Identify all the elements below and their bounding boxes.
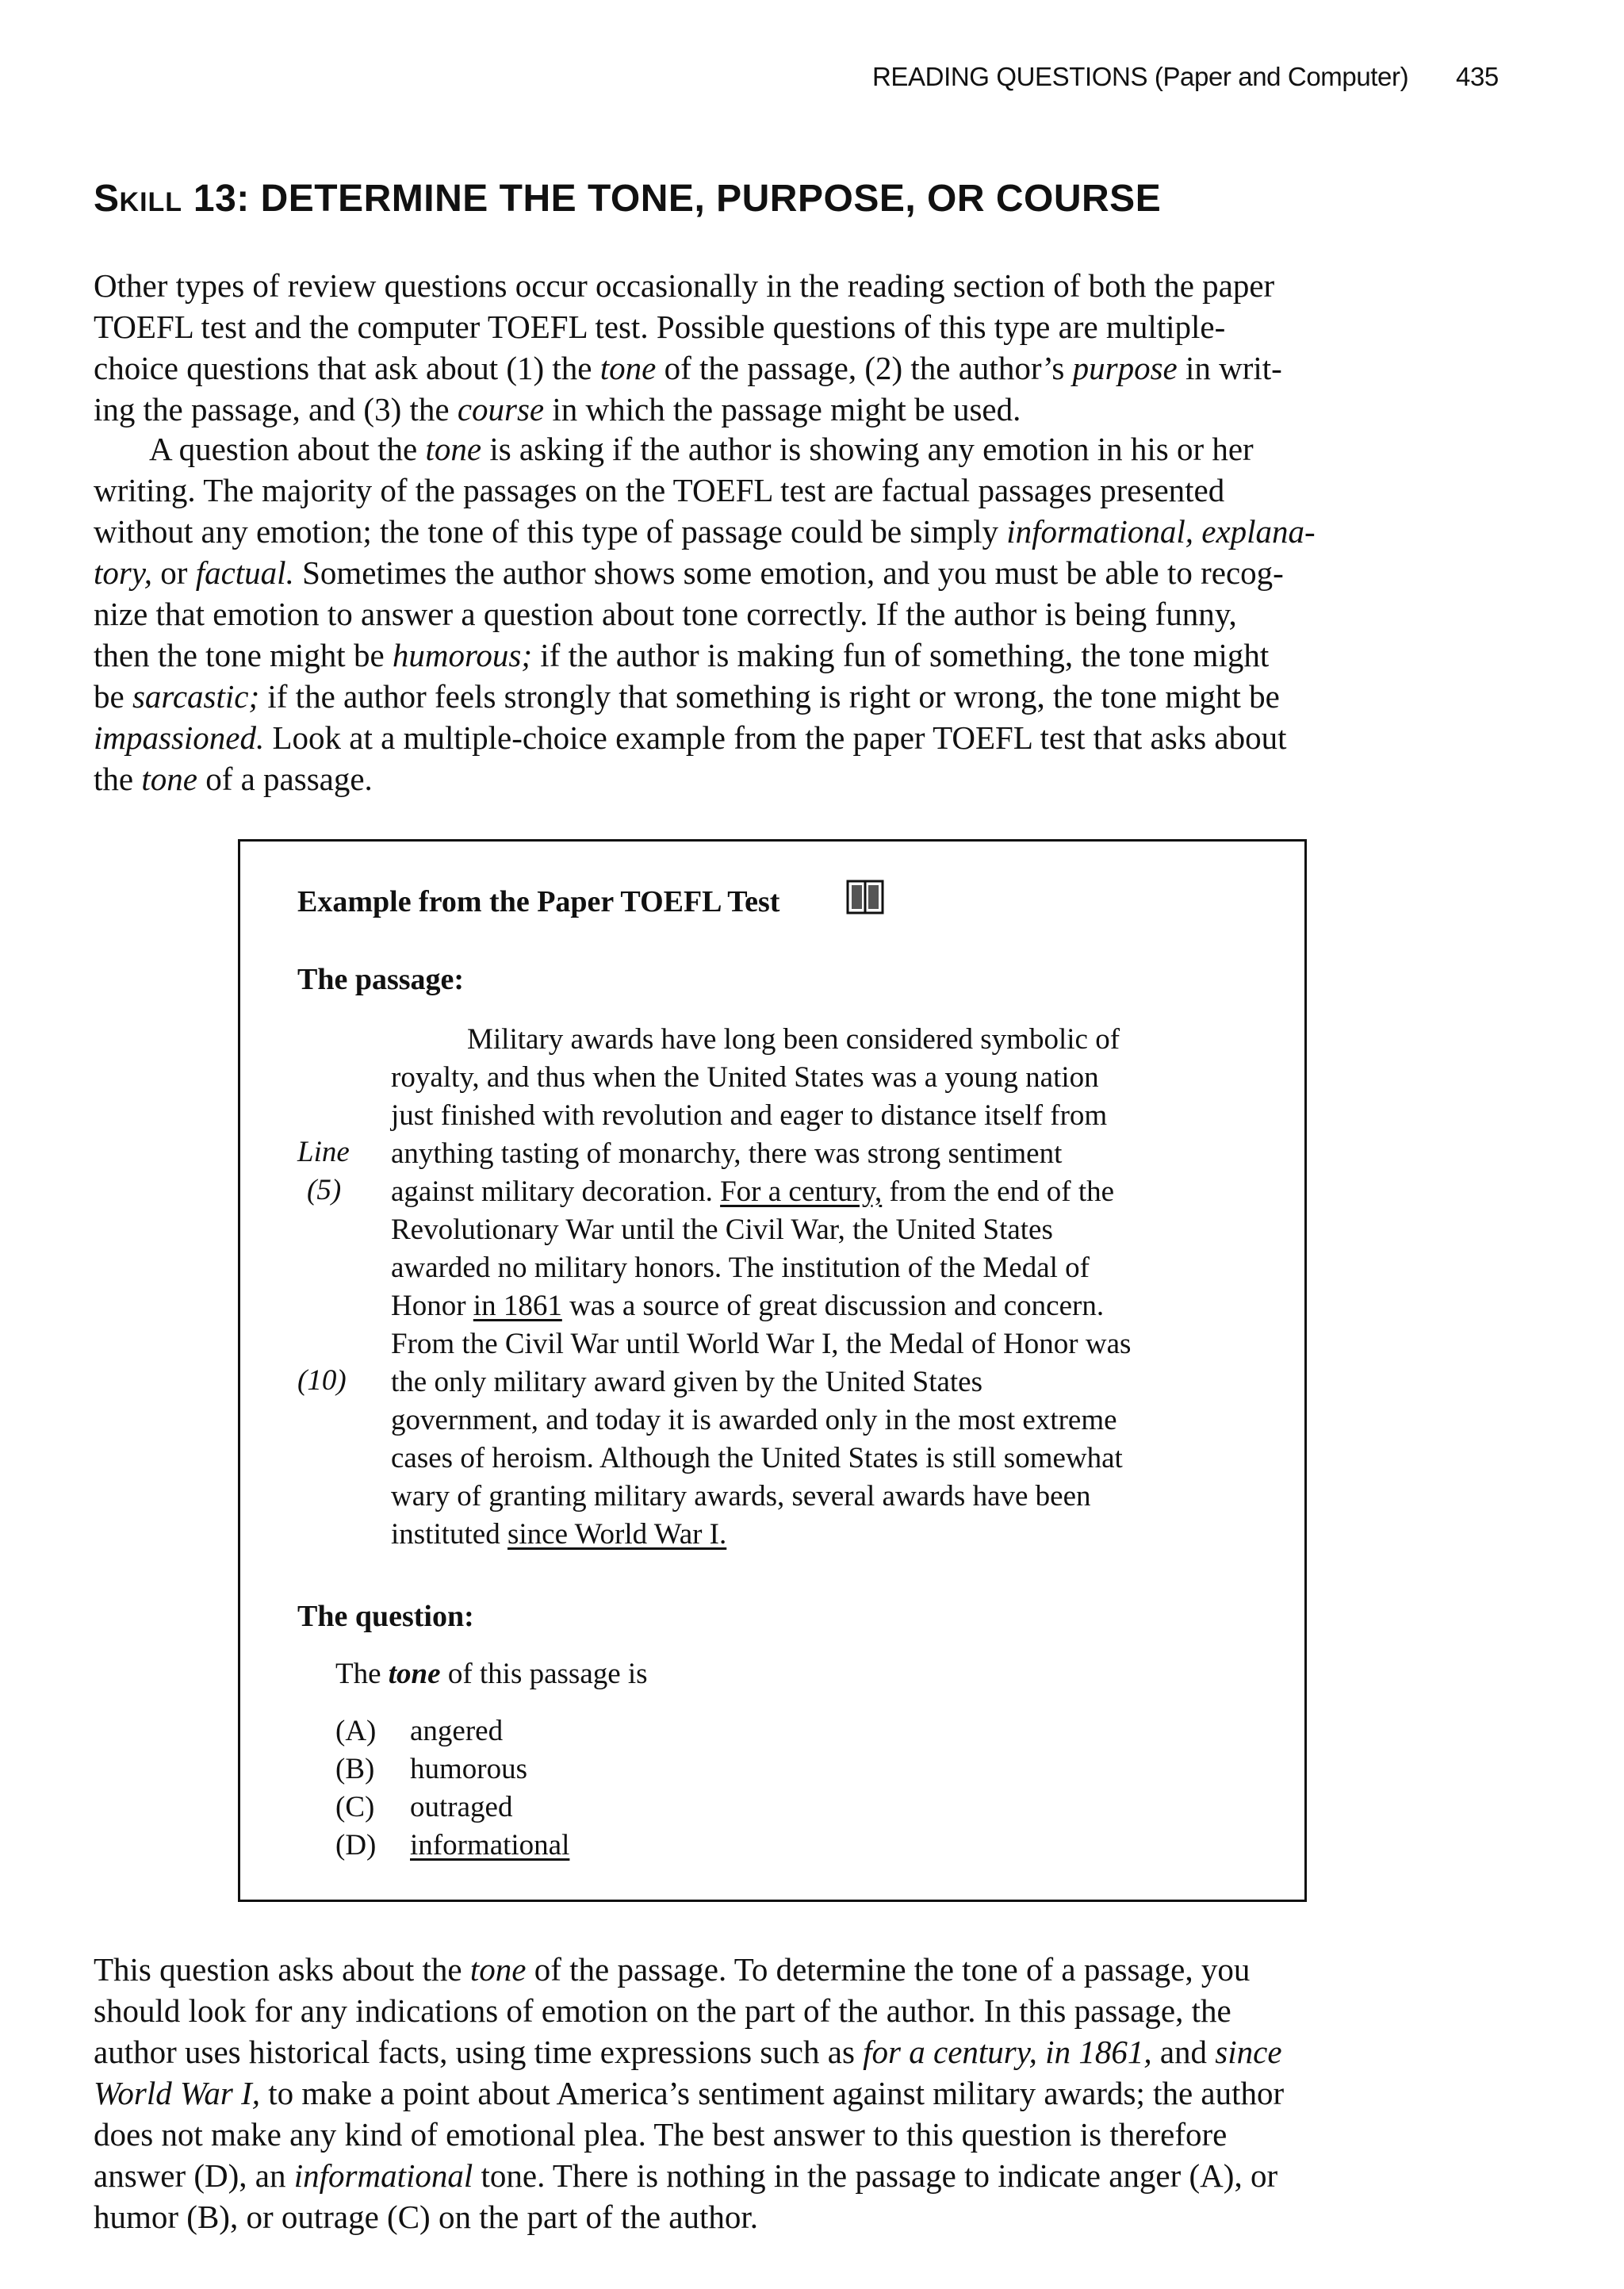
skill-prefix: S [94, 178, 120, 220]
text-line: tory, or factual. Sometimes the author shows some emotion, and you must be able to recog- [94, 554, 1284, 591]
passage-line: against military decoration. For a century, from the end of the [391, 1175, 1115, 1208]
question-stem: The tone of this passage is [335, 1658, 648, 1690]
passage-line: From the Civil War until World War I, the Medal of Honor was [391, 1328, 1132, 1360]
passage-line: just finished with revolution and eager to distance itself from [391, 1099, 1108, 1132]
text-line: This question asks about the tone of the passage. To determine the tone of a passage, you [94, 1951, 1251, 1988]
skill-title: DETERMINE THE TONE, PURPOSE, OR COURSE [260, 178, 1162, 220]
passage-line: anything tasting of monarchy, there was strong sentiment [391, 1137, 1063, 1170]
passage-line: cases of heroism. Although the United States is still somewhat [391, 1442, 1123, 1474]
line-marker-line: Line [297, 1136, 350, 1168]
text-line: answer (D), an informational tone. There is nothing in the passage to indicate anger (A), or [94, 2157, 1278, 2194]
text-line: writing. The majority of the passages on the TOEFL test are factual passages presented [94, 472, 1225, 508]
text-line: choice questions that ask about (1) the tone of the passage, (2) the author’s purpose in writ- [94, 350, 1282, 386]
passage-line: royalty, and thus when the United States was a young nation [391, 1061, 1099, 1094]
passage-text [391, 1021, 1263, 1554]
page-number: 435 [1456, 62, 1499, 91]
text-line: ing the passage, and (3) the course in which the passage might be used. [94, 391, 1021, 428]
text-line: without any emotion; the tone of this type of passage could be simply informational, explana- [94, 513, 1316, 550]
explanation-paragraph [94, 1949, 1538, 2237]
example-box [238, 839, 1307, 1902]
skill-word: KILL [119, 187, 183, 217]
text-line: World War I, to make a point about America’s sentiment against military awards; the author [94, 2075, 1285, 2111]
passage-line: Honor in 1861 was a source of great discussion and concern. [391, 1290, 1105, 1322]
line-marker-5: (5) [307, 1174, 342, 1206]
running-head [872, 62, 1538, 92]
text-line: nize that emotion to answer a question about tone correctly. If the author is being funny, [94, 596, 1237, 632]
answer-choices [335, 1712, 569, 1865]
choice-a: (A) angered [335, 1715, 504, 1747]
text-line: author uses historical facts, using time expressions such as for a century, in 1861, and since [94, 2034, 1282, 2070]
text-line: the tone of a passage. [94, 761, 373, 797]
passage-line: wary of granting military awards, several awards have been [391, 1480, 1091, 1513]
text-line: be sarcastic; if the author feels strongly that something is right or wrong, the tone might be [94, 678, 1280, 715]
text-line: impassioned. Look at a multiple-choice example from the paper TOEFL test that asks about [94, 719, 1287, 756]
passage-line: instituted since World War I. [391, 1518, 727, 1551]
text-line: humor (B), or outrage (C) on the part of the author. [94, 2199, 758, 2235]
passage-line: government, and today it is awarded only in the most extreme [391, 1404, 1117, 1436]
choice-b: (B) humorous [335, 1753, 527, 1785]
text-line: TOEFL test and the computer TOEFL test. Possible questions of this type are multiple- [94, 309, 1226, 345]
passage-line: Revolutionary War until the Civil War, the United States [391, 1214, 1053, 1246]
choice-d: (D) informational [335, 1829, 570, 1861]
example-title: Example from the Paper TOEFL Test [297, 885, 780, 918]
intro-paragraph-2 [94, 428, 1538, 799]
text-line: does not make any kind of emotional plea. The best answer to this question is therefore [94, 2116, 1228, 2153]
intro-paragraph-1 [94, 265, 1538, 430]
text-line: should look for any indications of emotion on the part of the author. In this passage, the [94, 1992, 1231, 2029]
line-marker-10: (10) [297, 1364, 347, 1397]
choice-c: (C) outraged [335, 1791, 513, 1823]
text-line: then the tone might be humorous; if the author is making fun of something, the tone might [94, 637, 1270, 673]
passage-label: The passage: [297, 963, 465, 996]
passage-line: awarded no military honors. The institution of the Medal of [391, 1252, 1090, 1284]
passage-line: Military awards have long been considered symbolic of [467, 1023, 1120, 1056]
text-line: A question about the tone is asking if the author is showing any emotion in his or her [149, 431, 1254, 467]
question-label: The question: [297, 1600, 474, 1633]
text-line: Other types of review questions occur occasionally in the reading section of both the paper [94, 267, 1275, 304]
running-title: READING QUESTIONS (Paper and Computer) [872, 62, 1409, 91]
skill-number: 13: [193, 178, 250, 220]
skill-heading [94, 177, 1521, 220]
book-icon [846, 878, 884, 916]
passage-line: the only military award given by the United States [391, 1366, 982, 1398]
